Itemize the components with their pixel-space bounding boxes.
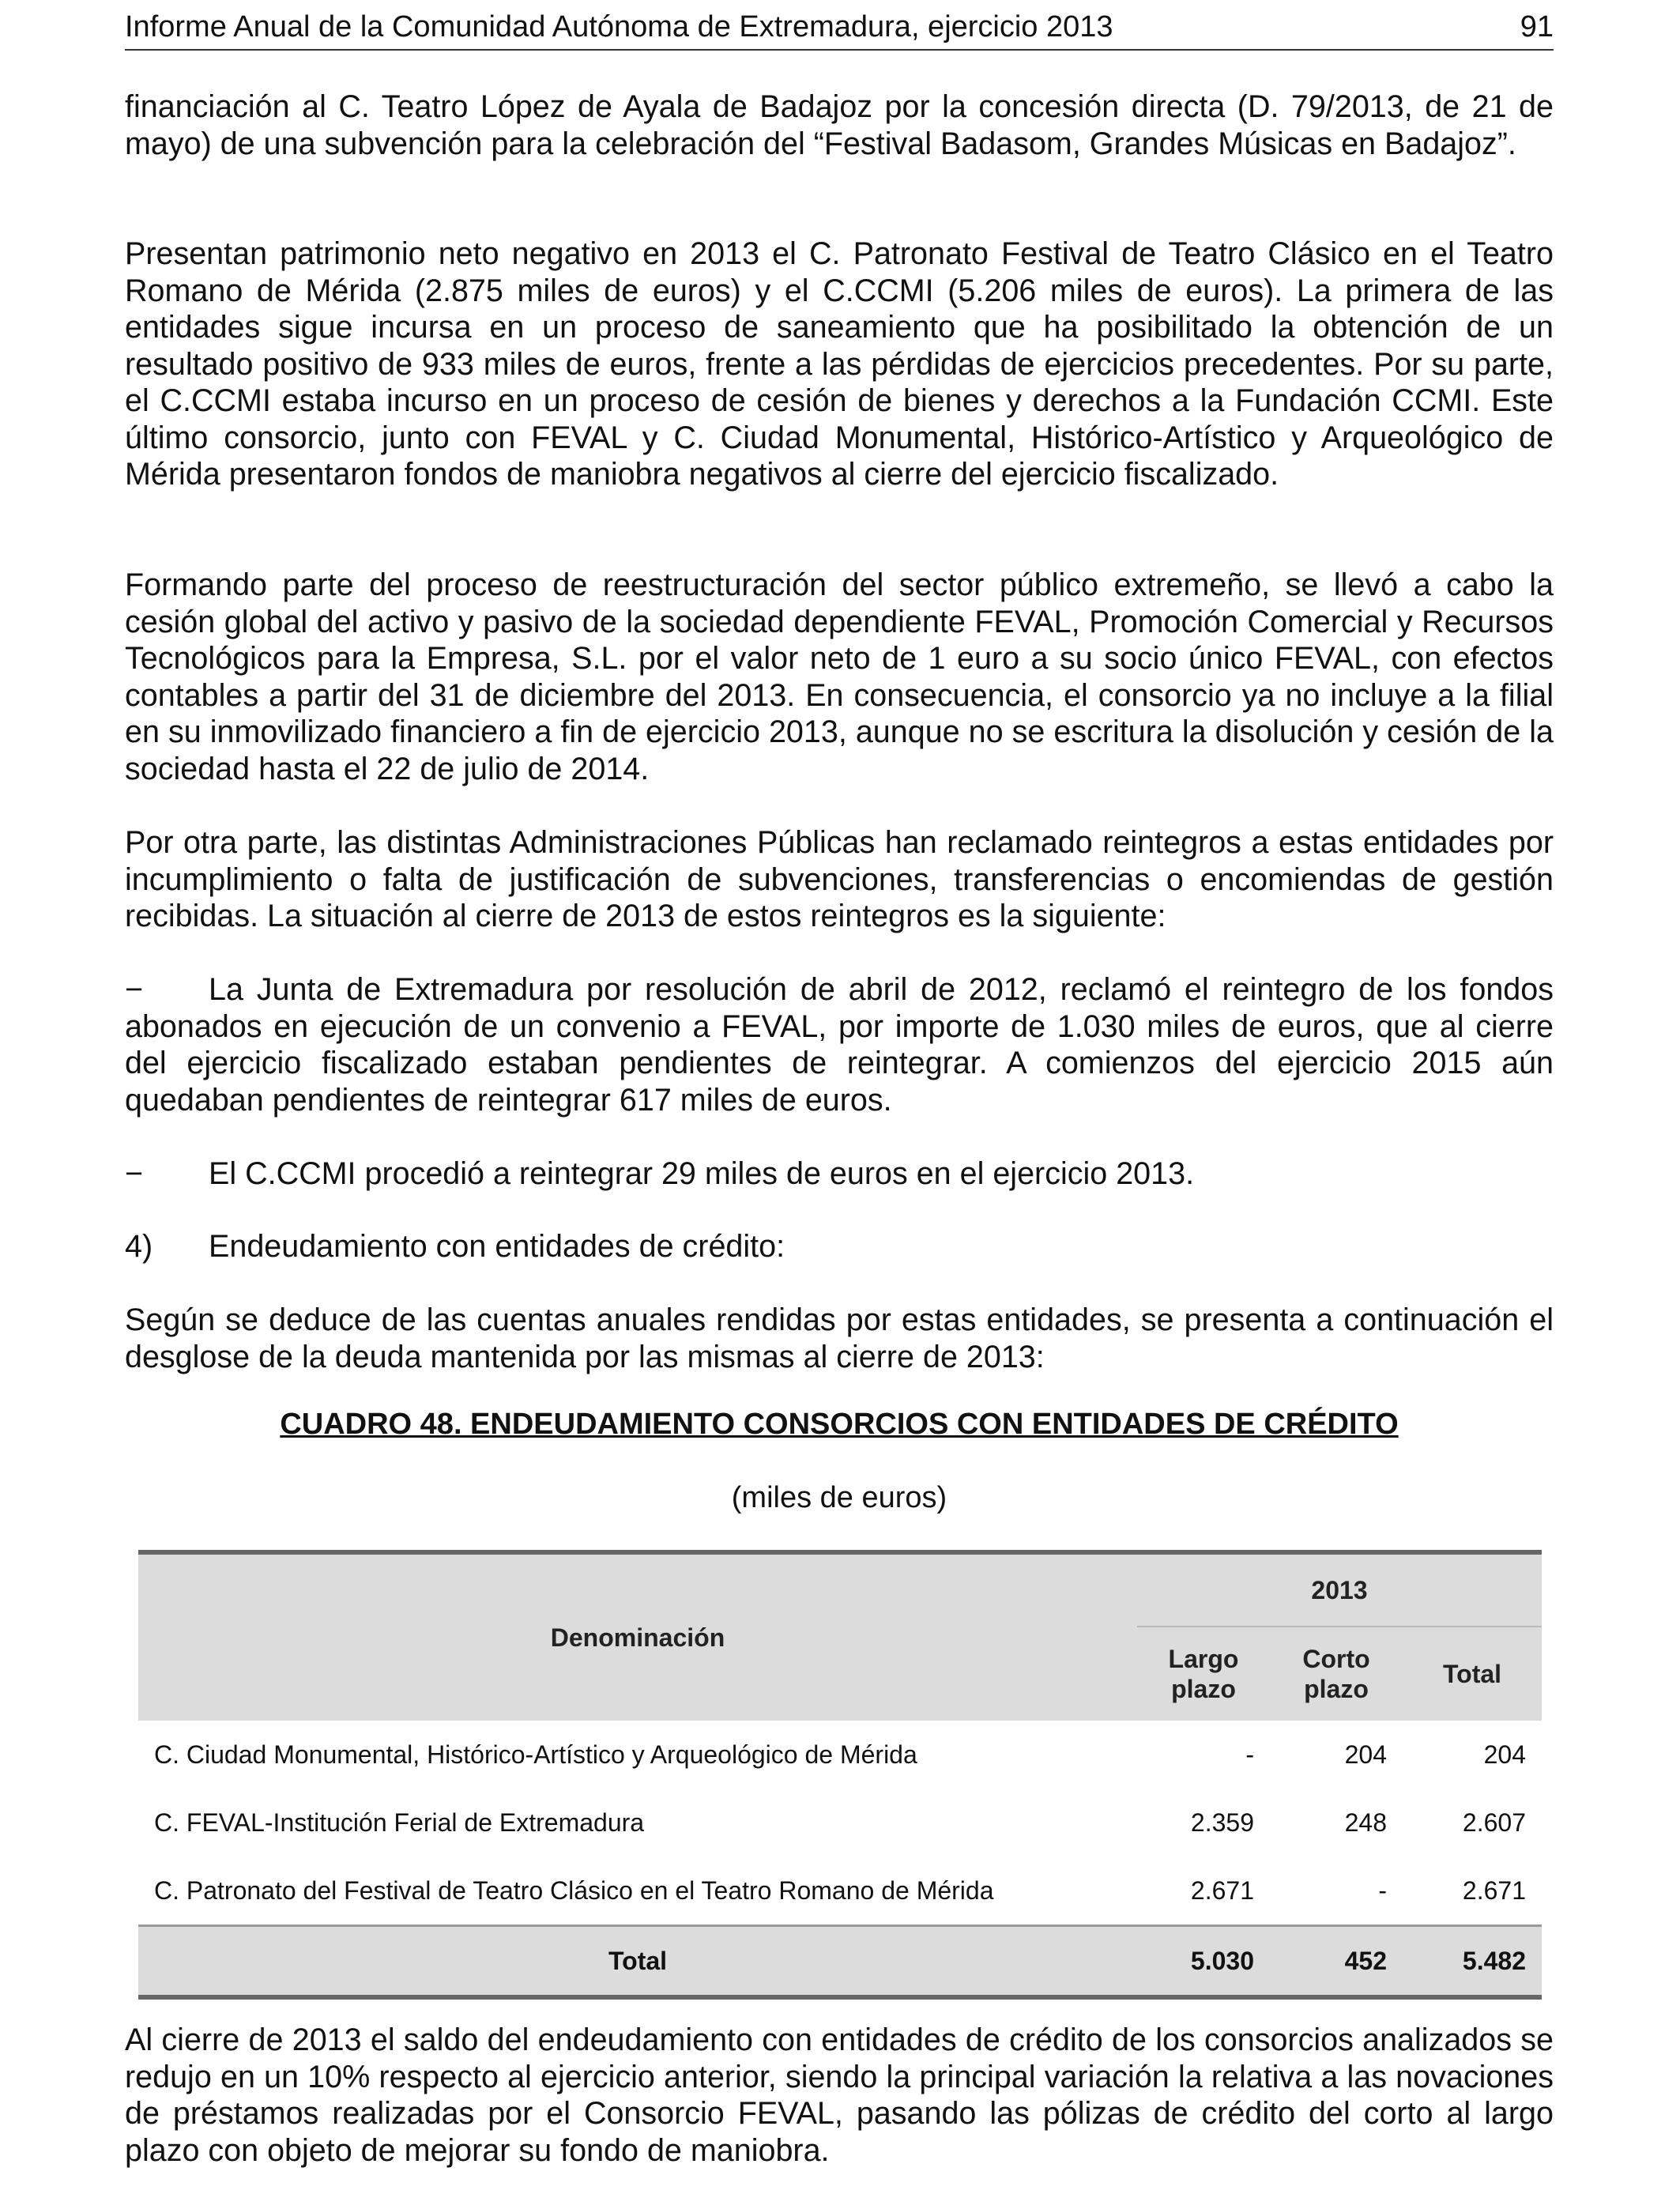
section-item-4 [125, 1228, 1554, 1265]
table-caption: CUADRO 48. ENDEUDAMIENTO CONSORCIOS CON ENTIDADES DE CRÉDITO [280, 1408, 1399, 1441]
paragraph-4: Por otra parte, las distintas Administraciones Públicas han reclamado reintegros a estas entidades por incumplimiento o falta de justificación de subvenciones, transferencias o encomiendas de gestión recibidas. La situación al cierre de 2013 de estos reintegros es la siguiente: [125, 825, 1554, 933]
row-name: C. Patronato del Festival de Teatro Clásico en el Teatro Romano de Mérida [154, 1875, 994, 1905]
row-largo: 2.671 [1190, 1875, 1254, 1905]
row-corto: 204 [1344, 1740, 1387, 1769]
report-title: Informe Anual de la Comunidad Autónoma de Extremadura, ejercicio 2013 [125, 10, 1113, 43]
header-largo-plazo: Largo plazo [1137, 1627, 1270, 1721]
bullet-text-2: El C.CCMI procedió a reintegrar 29 miles de euros en el ejercicio 2013. [209, 1156, 1195, 1191]
section-heading: Endeudamiento con entidades de crédito: [209, 1229, 785, 1264]
row-total: 204 [1483, 1740, 1526, 1769]
paragraph-3: Formando parte del proceso de reestructuración del sector público extremeño, se llevó a cabo la cesión global del activo y pasivo de la sociedad dependiente FEVAL, Promoción Comercial y Recursos Tecnológicos para la Empresa, S.L. por el valor neto de 1 euro a su socio único FEVAL, con efectos contables a partir del 31 de diciembre del 2013. En consecuencia, el consorcio ya no incluye a la filial en su inmovilizado financiero a fin de ejercicio 2013, aunque no se escritura la disolución y cesión de la sociedad hasta el 22 de julio de 2014. [125, 567, 1554, 786]
page-number: 91 [1520, 10, 1554, 43]
row-largo: - [1245, 1740, 1254, 1769]
paragraph-5: Según se deduce de las cuentas anuales rendidas por estas entidades, se presenta a continuación el desglose de la deuda mantenida por las mismas al cierre de 2013: [125, 1302, 1554, 1374]
debt-table [138, 1550, 1542, 2000]
total-largo: 5.030 [1137, 1926, 1270, 1998]
row-corto: 248 [1344, 1808, 1387, 1837]
bullet-dash-2: − [125, 1156, 144, 1191]
row-total: 2.671 [1462, 1875, 1526, 1905]
header-denominacion: Denominación [138, 1552, 1137, 1721]
bullet-item-2 [125, 1155, 1554, 1193]
bullet-item-1 [125, 971, 1554, 1118]
row-corto: - [1378, 1875, 1387, 1905]
paragraph-1: financiación al C. Teatro López de Ayala de Badajoz por la concesión directa (D. 79/2013, de 21 de mayo) de una subvención para la celebración del “Festival Badasom, Grandes Músicas en Badajoz”. [125, 89, 1554, 161]
bullet-dash-1: − [125, 972, 144, 1007]
header-total: Total [1403, 1627, 1542, 1721]
table-total-row [138, 1926, 1542, 1998]
total-total: 5.482 [1403, 1926, 1542, 1998]
row-name: C. FEVAL-Institución Ferial de Extremadura [154, 1808, 645, 1837]
table-row [138, 1789, 1542, 1857]
total-label: Total [138, 1926, 1137, 1998]
total-corto: 452 [1270, 1926, 1403, 1998]
table-row [138, 1857, 1542, 1926]
table-units: (miles de euros) [731, 1481, 947, 1514]
section-number: 4) [125, 1229, 153, 1264]
paragraph-6: Al cierre de 2013 el saldo del endeudamiento con entidades de crédito de los consorcios analizados se redujo en un 10% respecto al ejercicio anterior, siendo la principal variación la relativa a las novaciones de préstamos realizadas por el Consorcio FEVAL, pasando las pólizas de crédito del corto al largo plazo con objeto de mejorar su fondo de maniobra. [125, 2022, 1554, 2168]
table-row [138, 1721, 1542, 1789]
paragraph-2: Presentan patrimonio neto negativo en 2013 el C. Patronato Festival de Teatro Clásico en el Teatro Romano de Mérida (2.875 miles de euros) y el C.CCMI (5.206 miles de euros). La primera de las entidades sigue incursa en un proceso de saneamiento que ha posibilitado la obtención de un resultado positivo de 933 miles de euros, frente a las pérdidas de ejercicios precedentes. Por su parte, el C.CCMI estaba incurso en un proceso de cesión de bienes y derechos a la Fundación CCMI. Este último consorcio, junto con FEVAL y C. Ciudad Monumental, Histórico-Artístico y Arqueológico de Mérida presentaron fondos de maniobra negativos al cierre del ejercicio fiscalizado. [125, 236, 1554, 492]
header-year: 2013 [1137, 1552, 1542, 1627]
row-largo: 2.359 [1190, 1808, 1254, 1837]
row-name: C. Ciudad Monumental, Histórico-Artístico y Arqueológico de Mérida [154, 1740, 917, 1769]
table-header-row [138, 1552, 1542, 1627]
bullet-text-1: La Junta de Extremadura por resolución de abril de 2012, reclamó el reintegro de los fondos abonados en ejecución de un convenio a FEVAL, por importe de 1.030 miles de euros, que al cierre del ejercicio fiscalizado estaban pendientes de reintegrar. A comienzos del ejercicio 2015 aún quedaban pendientes de reintegrar 617 miles de euros. [125, 972, 1554, 1118]
page-header [125, 9, 1554, 51]
header-corto-plazo: Corto plazo [1270, 1627, 1403, 1721]
row-total: 2.607 [1462, 1808, 1526, 1837]
